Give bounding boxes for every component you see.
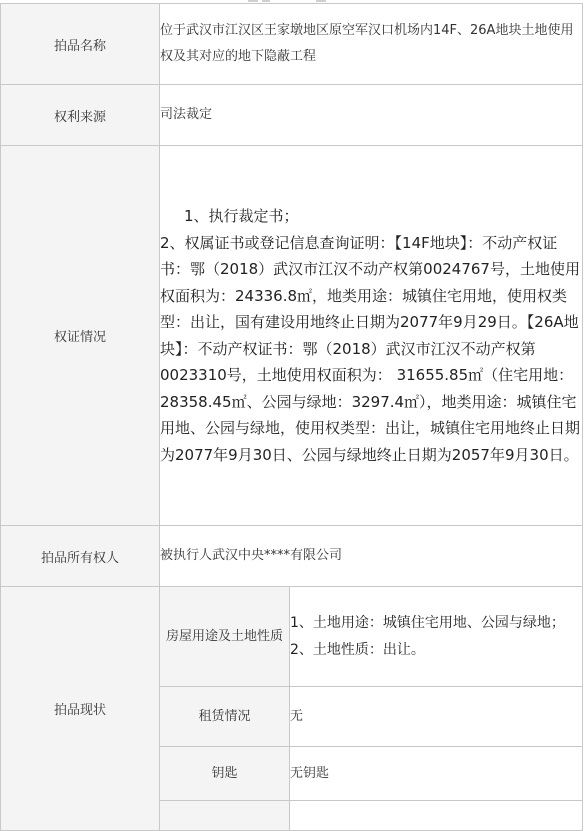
row-owner	[1, 526, 583, 587]
owner-value: 被执行人武汉中央****有限公司	[160, 526, 583, 587]
usage-line-2: 2、土地性质：出让。	[290, 641, 425, 658]
row-rights-source	[1, 85, 583, 146]
cropped-subvalue	[290, 801, 583, 831]
row-item-name	[1, 4, 583, 85]
certificate-value	[160, 146, 583, 526]
keys-label: 钥匙	[160, 747, 290, 801]
owner-label: 拍品所有权人	[1, 526, 160, 587]
usage-label: 房屋用途及土地性质	[160, 587, 290, 687]
row-certificate	[1, 146, 583, 526]
certificate-line-2: 2、权属证书或登记信息查询证明：【14F地块】：不动产权证书：鄂（2018）武汉市江汉不动产权第0024767号，土地使用权面积为：24336.8㎡，地类用途：城镇住宅用地，使用权类型：出让，国有建设用地终止日期为2077年9月29日。【26A地块】：不动产权证书：鄂（2018）武汉市江汉不动产权第0023310号，土地使用权面积为： 31655.85㎡（住宅用地：28358.45㎡、公园与绿地：3297.4㎡），地类用途：城镇住宅用地、公园与绿地，使用权类型：出让，城镇住宅用地终止日期为2077年9月30日、公园与绿地终止日期为2057年9月30日。	[160, 233, 581, 464]
row-status-usage	[1, 587, 583, 687]
rights-source-label: 权利来源	[1, 85, 160, 146]
certificate-label: 权证情况	[1, 146, 160, 526]
item-name-label: 拍品名称	[1, 4, 160, 85]
keys-value: 无钥匙	[290, 747, 583, 801]
rights-source-value: 司法裁定	[160, 85, 583, 146]
top-edge-fragment	[0, 0, 587, 2]
certificate-line-1: 1、执行裁定书；	[184, 207, 299, 225]
status-label: 拍品现状	[1, 587, 160, 831]
usage-value	[290, 587, 583, 687]
auction-info-table	[0, 3, 583, 831]
item-name-value: 位于武汉市江汉区王家墩地区原空军汉口机场内14F、26A地块土地使用权及其对应的地下隐蔽工程	[160, 4, 583, 85]
cropped-sublabel	[160, 801, 290, 831]
usage-line-1: 1、土地用途：城镇住宅用地、公园与绿地；	[290, 614, 565, 631]
lease-value: 无	[290, 687, 583, 747]
lease-label: 租赁情况	[160, 687, 290, 747]
